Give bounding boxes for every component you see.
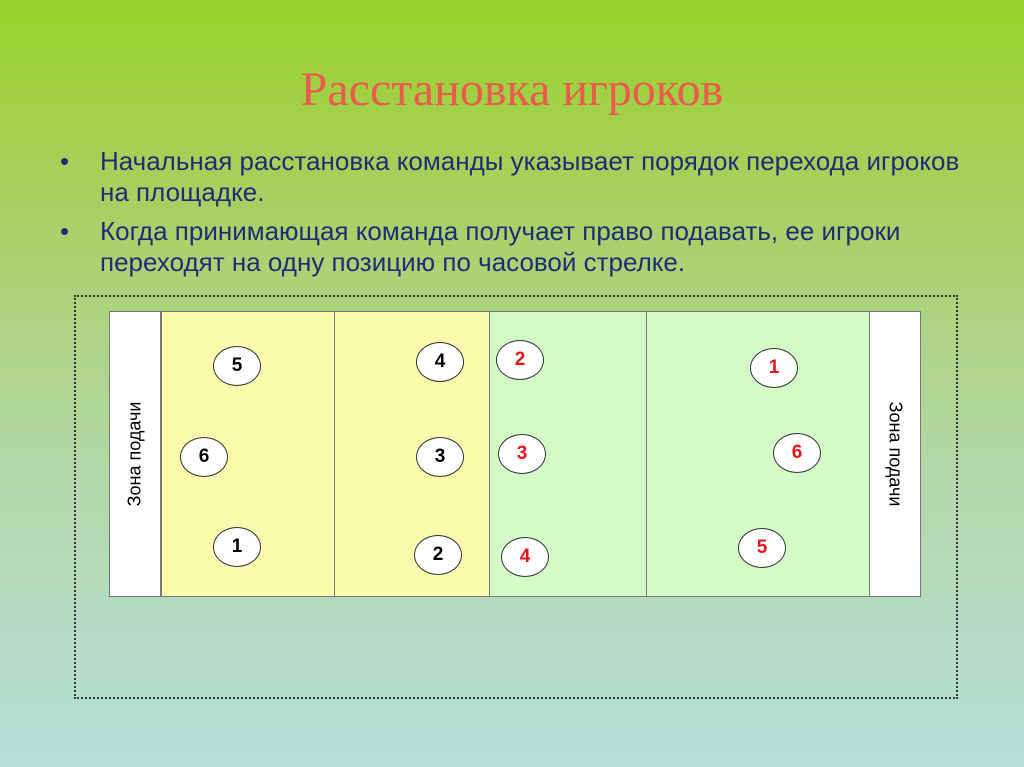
serve-zone-left-label: Зона подачи: [124, 401, 145, 507]
bullet-item: [60, 146, 980, 208]
bullet-dot: •: [60, 216, 70, 246]
serve-zone-left: [109, 311, 161, 597]
team-b-player: 4: [501, 537, 549, 577]
team-a-player: 6: [180, 437, 228, 477]
slide-title: Расстановка игроков: [300, 63, 724, 116]
team-b-player: 6: [773, 433, 821, 473]
serve-zone-right: [869, 311, 921, 597]
team-a-front-zone: [334, 311, 490, 597]
team-a-player: 1: [213, 527, 261, 567]
team-a-player: 5: [213, 346, 261, 386]
team-b-player: 2: [496, 340, 544, 380]
bullet-dot: •: [60, 146, 70, 176]
team-b-player: 5: [738, 528, 786, 568]
bullet-list: [60, 146, 980, 286]
bullet-item: [60, 216, 980, 278]
volleyball-court: [109, 311, 921, 597]
serve-zone-right-label: Зона подачи: [885, 401, 906, 507]
bullet-text: Начальная расстановка команды указывает порядок перехода игроков на площадке.: [100, 146, 960, 207]
team-a-player: 4: [416, 342, 464, 382]
team-b-player: 1: [750, 348, 798, 388]
team-b-player: 3: [498, 434, 546, 474]
team-a-player: 2: [414, 535, 462, 575]
team-a-player: 3: [416, 437, 464, 477]
bullet-text: Когда принимающая команда получает право подавать, ее игроки переходят на одну позицию по часовой стрелке.: [100, 216, 901, 277]
